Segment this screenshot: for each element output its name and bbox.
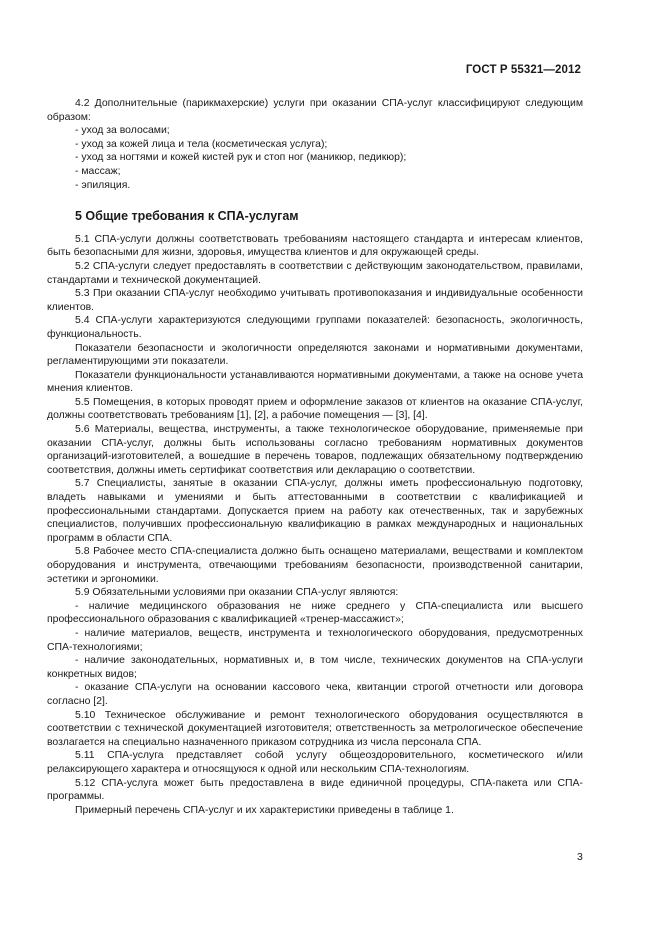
section-5-heading: 5 Общие требования к СПА-услугам: [75, 209, 299, 224]
paragraph: 5.5 Помещения, в которых проводят прием и оформление заказов от клиентов на оказание СПА-услуг, должны соответствовать требованиям [1], [2], а рабочие помещения — [3], [4].: [47, 396, 583, 422]
paragraph: Примерный перечень СПА-услуг и их характеристики приведены в таблице 1.: [75, 804, 454, 816]
paragraph: 5.11 СПА-услуга представляет собой услугу общеоздоровительного, косметического и/или релаксирующего характера и относящуюся к одной или нескольким СПА-технологиям.: [47, 750, 583, 775]
list-item: - уход за ногтями и кожей кистей рук и стоп ног (маникюр, педикюр);: [75, 152, 407, 164]
list-item: - массаж;: [75, 165, 121, 177]
paragraph: 5.12 СПА-услуга может быть предоставлена в виде единичной процедуры, СПА-пакета или СПА-программы.: [47, 777, 583, 803]
paragraph: - оказание СПА-услуги на основании кассового чека, квитанции строгой отчетности или договора согласно [2].: [47, 682, 583, 707]
paragraph: 5.9 Обязательными условиями при оказании СПА-услуг являются:: [75, 587, 399, 599]
list-item: - уход за волосами;: [75, 125, 170, 137]
paragraph: 5.10 Техническое обслуживание и ремонт технологического оборудования осуществляются в соответствии с технической документацией изготовителя; ответственность за метрологическое обеспечение возлагается на специально назначенного приказом сотрудника из числа персонала СПА.: [47, 709, 583, 748]
list-item: - уход за кожей лица и тела (косметическая услуга);: [75, 138, 328, 150]
paragraph: Показатели функциональности устанавливаются нормативными документами, а также на основе учета мнения клиентов.: [47, 369, 583, 395]
paragraph: 5.7 Специалисты, занятые в оказании СПА-услуг, должны иметь профессиональную подготовку, владеть навыками и умениями и быть аттестованными в соответствии с квалификацией и профессиональными стандартами. Допускается прием на работу как отечественных, так и зарубежных специалистов, получивших профессиональную квалификацию в рамках международных и национальных программ в области СПА.: [47, 478, 583, 544]
page-body: [47, 97, 583, 817]
paragraph: 5.4 СПА-услуги характеризуются следующими группами показателей: безопасность, экологичность, функциональность.: [47, 315, 583, 340]
paragraph: 5.6 Материалы, вещества, инструменты, а также технологическое оборудование, применяемые при оказании СПА-услуг, должны быть использованы согласно требованиям нормативных документов организаций-изготовителей, а вошедшие в перечень товаров, подлежащих обязательному подтверждению соответствия, должны иметь сертификат соответствия или декларацию о соответствии.: [47, 424, 583, 476]
paragraph: - наличие медицинского образования не ниже среднего у СПА-специалиста или высшего профессионального образования с квалификацией «тренер-массажист»;: [47, 600, 583, 626]
document-code: ГОСТ Р 55321—2012: [465, 64, 581, 76]
paragraph: - наличие законодательных, нормативных и, в том числе, технических документов на СПА-услуги конкретных видов;: [47, 655, 583, 680]
list-item: - эпиляция.: [75, 179, 131, 191]
paragraph: 5.2 СПА-услуги следует предоставлять в соответствии с действующим законодательством, правилами, стандартами и технической документацией.: [47, 260, 583, 286]
section-4-2-intro: 4.2 Дополнительные (парикмахерские) услуги при оказании СПА-услуг классифицируют следующим образом:: [47, 98, 583, 123]
section-5-body: [47, 233, 583, 818]
classification-list: [47, 124, 583, 192]
paragraph: Показатели безопасности и экологичности определяются законами и нормативными документами, регламентирующими эти показатели.: [47, 342, 583, 368]
paragraph: 5.1 СПА-услуги должны соответствовать требованиям настоящего стандарта и интересам клиентов, быть безопасными для жизни, здоровья, имущества клиентов и для окружающей среды.: [47, 233, 583, 259]
paragraph: 5.8 Рабочее место СПА-специалиста должно быть оснащено материалами, веществами и комплектом оборудования и инструмента, отвечающими требованиям безопасности, производственной санитарии, эстетики и эргономики.: [47, 546, 583, 585]
page-number: 3: [577, 851, 583, 863]
paragraph: 5.3 При оказании СПА-услуг необходимо учитывать противопоказания и индивидуальные особенности клиентов.: [47, 288, 583, 313]
paragraph: - наличие материалов, веществ, инструмента и технологического оборудования, предусмотренных СПА-технологиями;: [47, 627, 583, 653]
